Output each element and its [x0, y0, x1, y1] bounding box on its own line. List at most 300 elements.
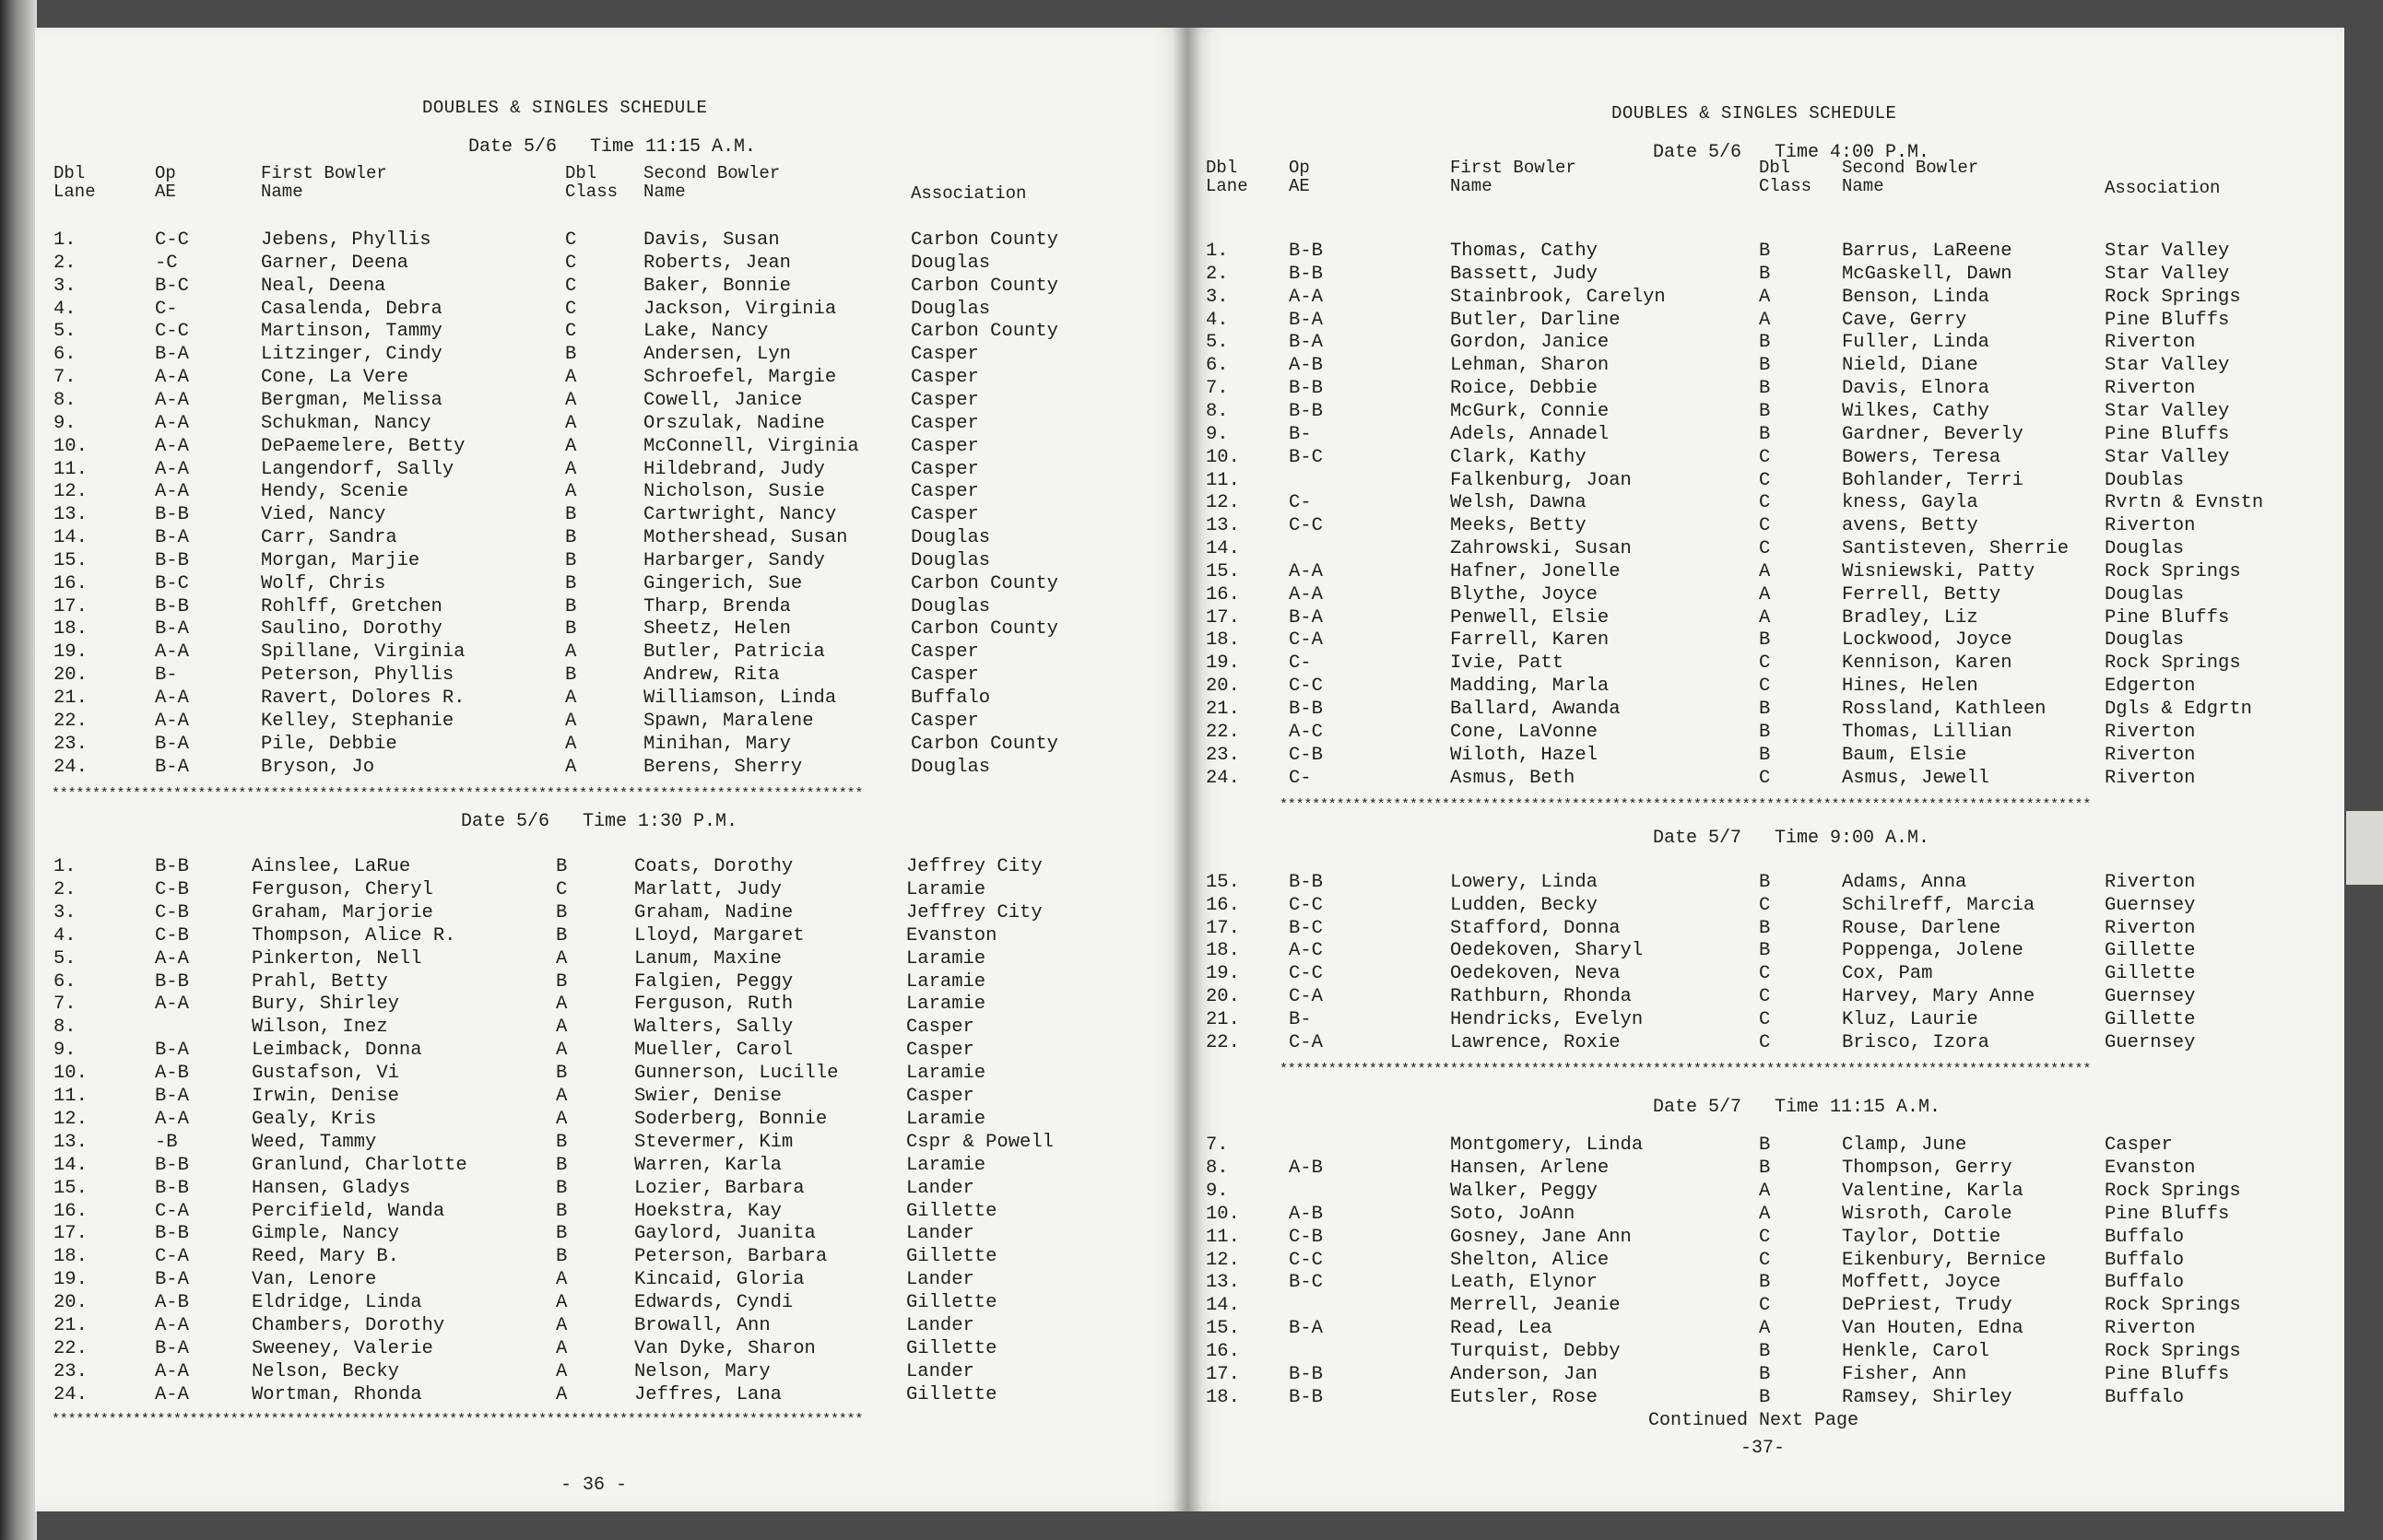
cell-lane: 22.	[1206, 1031, 1240, 1053]
page-number: -37-	[1740, 1438, 1786, 1459]
cell-second-bowler: Gunnerson, Lucille	[634, 1063, 839, 1085]
cell-op-ae: C-	[1289, 492, 1312, 514]
cell-first-bowler: Percifield, Wanda	[252, 1200, 445, 1222]
cell-association: Riverton	[2105, 917, 2196, 939]
cell-op-ae: C-A	[1289, 629, 1323, 652]
cell-first-bowler: Stainbrook, Carelyn	[1450, 286, 1666, 308]
cell-op-ae: C-	[1289, 767, 1312, 789]
cell-association: Casper	[911, 458, 979, 480]
cell-second-bowler: Valentine, Karla	[1842, 1180, 2023, 1202]
cell-association: Gillette	[906, 1200, 997, 1222]
cell-association: Douglas	[911, 527, 991, 549]
cell-lane: 24.	[53, 756, 88, 778]
cell-second-bowler: Edwards, Cyndi	[634, 1292, 794, 1314]
schedule-row	[35, 970, 1187, 993]
cell-op-ae: B-B	[155, 1154, 189, 1176]
cell-association: Douglas	[911, 595, 991, 617]
cell-dbl-class: C	[1759, 652, 1771, 675]
cell-op-ae: A-C	[1289, 721, 1323, 743]
cell-op-ae: B-B	[1289, 378, 1323, 400]
cell-association: Casper	[911, 367, 979, 389]
cell-dbl-class: A	[1759, 1203, 1771, 1225]
asterisk-separator: ****************************************************************************************************	[1280, 797, 2092, 813]
cell-dbl-class: B	[565, 664, 577, 687]
cell-association: Guernsey	[2105, 1031, 2196, 1053]
cell-lane: 10.	[53, 435, 88, 457]
schedule-row	[35, 298, 1187, 321]
cell-association: Laramie	[906, 1154, 986, 1176]
cell-lane: 12.	[53, 481, 88, 503]
cell-dbl-class: B	[1759, 1386, 1771, 1408]
cell-first-bowler: Ludden, Becky	[1450, 894, 1598, 916]
schedule-row	[1187, 652, 2344, 675]
asterisk-separator: ****************************************************************************************************	[52, 1412, 864, 1428]
cell-association: Riverton	[2105, 872, 2196, 893]
cell-association: Casper	[911, 504, 979, 526]
cell-dbl-class: A	[556, 1292, 568, 1314]
cell-dbl-class: C	[1759, 1031, 1771, 1053]
cell-op-ae: A-A	[1289, 583, 1323, 605]
cell-second-bowler: Thompson, Gerry	[1842, 1157, 2012, 1179]
cell-second-bowler: Schilreff, Marcia	[1842, 894, 2035, 916]
cell-association: Rock Springs	[2105, 1295, 2241, 1317]
cell-lane: 6.	[53, 970, 77, 993]
cell-association: Pine Bluffs	[2105, 606, 2230, 629]
cell-lane: 20.	[1206, 986, 1240, 1007]
cell-dbl-class: A	[556, 1086, 568, 1107]
cell-lane: 11.	[1206, 1226, 1240, 1248]
cell-association: Buffalo	[2105, 1249, 2185, 1271]
schedule-row	[1187, 962, 2344, 985]
header-lane: Dbl Lane	[1206, 158, 1248, 196]
cell-second-bowler: Berens, Sherry	[643, 756, 803, 778]
cell-first-bowler: Peterson, Phyllis	[261, 664, 454, 687]
cell-second-bowler: Mueller, Carol	[634, 1040, 794, 1062]
cell-lane: 5.	[53, 947, 77, 970]
session-date-time: Date 5/6 Time 4:00 P.M.	[1653, 142, 1930, 163]
session-date-time: Date 5/7 Time 11:15 A.M.	[1653, 1097, 1941, 1118]
cell-lane: 23.	[1206, 744, 1240, 766]
cell-first-bowler: Spillane, Virginia	[261, 641, 466, 664]
cell-dbl-class: B	[1759, 332, 1771, 354]
schedule-row	[1187, 675, 2344, 698]
cell-op-ae: A-B	[155, 1063, 189, 1085]
cell-op-ae: B-A	[155, 618, 189, 641]
cell-second-bowler: Hildebrand, Judy	[643, 458, 825, 480]
schedule-row	[1187, 1249, 2344, 1272]
cell-lane: 20.	[53, 1292, 88, 1314]
schedule-row	[1187, 871, 2344, 894]
cell-first-bowler: Madding, Marla	[1450, 676, 1610, 698]
cell-second-bowler: Soderberg, Bonnie	[634, 1108, 828, 1130]
cell-lane: 20.	[1206, 676, 1240, 698]
cell-second-bowler: Harvey, Mary Anne	[1842, 986, 2035, 1007]
cell-first-bowler: Montgomery, Linda	[1450, 1134, 1644, 1156]
cell-op-ae: B-A	[155, 1086, 189, 1107]
schedule-row	[1187, 629, 2344, 652]
cell-association: Casper	[911, 412, 979, 434]
cell-association: Douglas	[911, 756, 991, 778]
cell-association: Star Valley	[2105, 400, 2230, 422]
cell-second-bowler: McConnell, Virginia	[643, 435, 859, 457]
cell-op-ae: A-A	[1289, 286, 1323, 308]
cell-first-bowler: Morgan, Marjie	[261, 549, 420, 571]
cell-op-ae: A-B	[155, 1292, 189, 1314]
cell-dbl-class: A	[556, 947, 568, 970]
cell-association: Casper	[911, 481, 979, 503]
cell-op-ae: B-A	[155, 733, 189, 755]
cell-lane: 15.	[1206, 1318, 1240, 1340]
cell-second-bowler: Andrew, Rita	[643, 664, 780, 687]
cell-lane: 18.	[1206, 629, 1240, 652]
cell-lane: 8.	[53, 1017, 77, 1039]
cell-second-bowler: Asmus, Jewell	[1842, 767, 1989, 789]
cell-first-bowler: Walker, Peggy	[1450, 1180, 1598, 1202]
cell-first-bowler: Vied, Nancy	[261, 504, 386, 526]
cell-second-bowler: Ferrell, Betty	[1842, 583, 2001, 605]
cell-lane: 12.	[53, 1108, 88, 1130]
cell-second-bowler: Falgien, Peggy	[634, 970, 794, 993]
cell-lane: 14.	[53, 527, 88, 549]
cell-dbl-class: C	[1759, 1226, 1771, 1248]
schedule-row	[1187, 767, 2344, 790]
schedule-row	[35, 252, 1187, 275]
cell-association: Laramie	[906, 993, 986, 1016]
cell-second-bowler: kness, Gayla	[1842, 492, 1978, 514]
schedule-row	[35, 412, 1187, 435]
cell-association: Lander	[906, 1269, 974, 1291]
cell-dbl-class: A	[556, 1315, 568, 1336]
cell-association: Casper	[906, 1040, 974, 1062]
cell-first-bowler: Rathburn, Rhonda	[1450, 986, 1632, 1007]
header-op-ae: Op AE	[1289, 158, 1310, 196]
cell-second-bowler: Nelson, Mary	[634, 1360, 771, 1382]
cell-dbl-class: A	[556, 1383, 568, 1405]
cell-second-bowler: Gingerich, Sue	[643, 572, 803, 594]
cell-dbl-class: B	[565, 549, 577, 571]
cell-first-bowler: Falkenburg, Joan	[1450, 469, 1632, 491]
schedule-row	[35, 229, 1187, 252]
schedule-row	[35, 503, 1187, 526]
cell-association: Carbon County	[911, 572, 1058, 594]
cell-dbl-class: B	[1759, 423, 1771, 445]
cell-dbl-class: B	[565, 344, 577, 366]
cell-dbl-class: C	[1759, 446, 1771, 468]
cell-second-bowler: Cartwright, Nancy	[643, 504, 837, 526]
cell-association: Casper	[911, 641, 979, 664]
cell-dbl-class: B	[556, 1246, 568, 1268]
cell-second-bowler: Nicholson, Susie	[643, 481, 825, 503]
cell-first-bowler: Blythe, Joyce	[1450, 583, 1598, 605]
cell-dbl-class: B	[565, 572, 577, 594]
schedule-row	[1187, 1340, 2344, 1363]
cell-first-bowler: Thompson, Alice R.	[252, 924, 456, 946]
header-op-ae: Op AE	[155, 163, 176, 202]
schedule-row	[1187, 1180, 2344, 1203]
cell-dbl-class: B	[1759, 1157, 1771, 1179]
schedule-row	[35, 1291, 1187, 1314]
cell-lane: 18.	[1206, 1386, 1240, 1408]
schedule-row	[35, 687, 1187, 710]
cell-lane: 14.	[1206, 1295, 1240, 1317]
cell-association: Rock Springs	[2105, 560, 2241, 582]
cell-op-ae: C-B	[155, 924, 189, 946]
cell-association: Riverton	[2105, 744, 2196, 766]
cell-first-bowler: Shelton, Alice	[1450, 1249, 1610, 1271]
cell-dbl-class: B	[565, 618, 577, 641]
cell-second-bowler: Sheetz, Helen	[643, 618, 791, 641]
cell-second-bowler: Cox, Pam	[1842, 963, 1933, 985]
cell-dbl-class: C	[565, 252, 577, 274]
cell-op-ae: A-A	[155, 641, 189, 664]
cell-lane: 1.	[53, 856, 77, 877]
cell-first-bowler: Clark, Kathy	[1450, 446, 1587, 468]
cell-second-bowler: Schroefel, Margie	[643, 367, 837, 389]
cell-first-bowler: Farrell, Karen	[1450, 629, 1610, 652]
cell-first-bowler: Wolf, Chris	[261, 572, 386, 594]
cell-dbl-class: B	[556, 1131, 568, 1153]
cell-op-ae: B-B	[1289, 1364, 1323, 1385]
cell-lane: 19.	[53, 641, 88, 664]
schedule-row	[35, 366, 1187, 389]
schedule-row	[1187, 354, 2344, 377]
cell-dbl-class: A	[556, 1017, 568, 1039]
schedule-row	[35, 878, 1187, 901]
schedule-row	[35, 1245, 1187, 1268]
cell-dbl-class: C	[1759, 492, 1771, 514]
schedule-row	[1187, 400, 2344, 423]
cell-association: Cspr & Powell	[906, 1131, 1054, 1153]
cell-lane: 13.	[53, 504, 88, 526]
cell-second-bowler: Andersen, Lyn	[643, 344, 791, 366]
schedule-row	[1187, 469, 2344, 492]
cell-first-bowler: Hendricks, Evelyn	[1450, 1008, 1644, 1030]
cell-first-bowler: Oedekoven, Sharyl	[1450, 940, 1644, 962]
schedule-row	[1187, 583, 2344, 606]
schedule-row	[35, 1200, 1187, 1223]
cell-first-bowler: Meeks, Betty	[1450, 515, 1587, 537]
cell-lane: 9.	[1206, 423, 1229, 445]
cell-second-bowler: Ramsey, Shirley	[1842, 1386, 2012, 1408]
cell-association: Jeffrey City	[906, 901, 1043, 923]
cell-lane: 19.	[1206, 963, 1240, 985]
cell-op-ae: B-C	[1289, 917, 1323, 939]
cell-first-bowler: Langendorf, Sally	[261, 458, 454, 480]
cell-association: Star Valley	[2105, 446, 2230, 468]
cell-second-bowler: Wilkes, Cathy	[1842, 400, 1989, 422]
cell-first-bowler: Nelson, Becky	[252, 1360, 399, 1382]
cell-first-bowler: Gealy, Kris	[252, 1108, 377, 1130]
header-dbl-class: Dbl Class	[1759, 158, 1812, 196]
cell-first-bowler: Kelley, Stephanie	[261, 710, 454, 732]
cell-association: Riverton	[2105, 1318, 2196, 1340]
cell-op-ae: A-A	[155, 367, 189, 389]
cell-second-bowler: Hines, Helen	[1842, 676, 1978, 698]
cell-second-bowler: DePriest, Trudy	[1842, 1295, 2012, 1317]
schedule-row	[35, 549, 1187, 572]
cell-association: Carbon County	[911, 733, 1058, 755]
cell-second-bowler: Jackson, Virginia	[643, 298, 837, 320]
schedule-row	[1187, 917, 2344, 940]
cell-dbl-class: B	[556, 1223, 568, 1245]
cell-second-bowler: Cowell, Janice	[643, 389, 803, 411]
cell-dbl-class: A	[565, 756, 577, 778]
cell-association: Gillette	[2105, 1008, 2196, 1030]
cell-first-bowler: Bury, Shirley	[252, 993, 399, 1016]
schedule-row	[1187, 1226, 2344, 1249]
cell-first-bowler: Cone, LaVonne	[1450, 721, 1598, 743]
cell-association: Rock Springs	[2105, 1341, 2241, 1363]
cell-dbl-class: A	[556, 993, 568, 1016]
cell-second-bowler: Santisteven, Sherrie	[1842, 538, 2070, 560]
cell-dbl-class: A	[556, 1360, 568, 1382]
cell-lane: 17.	[53, 1223, 88, 1245]
cell-association: Buffalo	[2105, 1386, 2185, 1408]
cell-association: Buffalo	[2105, 1272, 2185, 1294]
cell-dbl-class: C	[565, 298, 577, 320]
cell-second-bowler: Walters, Sally	[634, 1017, 794, 1039]
schedule-row	[35, 480, 1187, 503]
cell-lane: 17.	[1206, 1364, 1240, 1385]
header-second-bowler: Second Bowler Name	[643, 163, 781, 202]
cell-lane: 7.	[53, 367, 77, 389]
cell-op-ae: B-A	[155, 1337, 189, 1359]
cell-op-ae: A-B	[1289, 1157, 1323, 1179]
cell-op-ae: A-A	[155, 993, 189, 1016]
cell-second-bowler: Davis, Elnora	[1842, 378, 1989, 400]
cell-lane: 16.	[53, 1200, 88, 1222]
cell-second-bowler: Poppenga, Jolene	[1842, 940, 2023, 962]
cell-association: Riverton	[2105, 332, 2196, 354]
cell-second-bowler: Butler, Patricia	[643, 641, 825, 664]
cell-first-bowler: Hafner, Jonelle	[1450, 560, 1621, 582]
cell-association: Pine Bluffs	[2105, 309, 2230, 331]
cell-dbl-class: B	[1759, 1134, 1771, 1156]
cell-dbl-class: C	[1759, 1295, 1771, 1317]
cell-first-bowler: Weed, Tammy	[252, 1131, 377, 1153]
schedule-row	[35, 1314, 1187, 1337]
cell-second-bowler: Lockwood, Joyce	[1842, 629, 2012, 652]
cell-second-bowler: Nield, Diane	[1842, 355, 1978, 377]
cell-lane: 22.	[53, 710, 88, 732]
cell-first-bowler: Leimback, Donna	[252, 1040, 422, 1062]
cell-op-ae: C-B	[1289, 744, 1323, 766]
cell-dbl-class: A	[556, 1337, 568, 1359]
cell-dbl-class: C	[1759, 1249, 1771, 1271]
cell-association: Guernsey	[2105, 894, 2196, 916]
schedule-row	[1187, 331, 2344, 354]
cell-dbl-class: C	[565, 229, 577, 251]
cell-second-bowler: Moffett, Joyce	[1842, 1272, 2001, 1294]
schedule-row	[1187, 894, 2344, 917]
cell-second-bowler: Fisher, Ann	[1842, 1364, 1967, 1385]
schedule-row	[35, 855, 1187, 878]
cell-lane: 15.	[53, 1177, 88, 1199]
cell-second-bowler: Kincaid, Gloria	[634, 1269, 805, 1291]
cell-association: Gillette	[2105, 963, 2196, 985]
cell-lane: 17.	[1206, 606, 1240, 629]
cell-lane: 10.	[1206, 1203, 1240, 1225]
cell-lane: 8.	[53, 389, 77, 411]
cell-op-ae: B-B	[1289, 400, 1323, 422]
schedule-row	[1187, 606, 2344, 629]
asterisk-separator: ****************************************************************************************************	[1280, 1062, 2092, 1077]
cell-second-bowler: Van Dyke, Sharon	[634, 1337, 816, 1359]
cell-first-bowler: Oedekoven, Neva	[1450, 963, 1621, 985]
cell-dbl-class: C	[1759, 1008, 1771, 1030]
cell-first-bowler: Rohlff, Gretchen	[261, 595, 442, 617]
cell-second-bowler: Clamp, June	[1842, 1134, 1967, 1156]
cell-second-bowler: Rouse, Darlene	[1842, 917, 2001, 939]
cell-association: Star Valley	[2105, 263, 2230, 285]
cell-first-bowler: Read, Lea	[1450, 1318, 1552, 1340]
cell-dbl-class: A	[565, 710, 577, 732]
cell-dbl-class: A	[1759, 583, 1771, 605]
cell-second-bowler: Baum, Elsie	[1842, 744, 1967, 766]
schedule-row	[35, 901, 1187, 924]
cell-dbl-class: C	[1759, 767, 1771, 789]
cell-dbl-class: C	[565, 275, 577, 297]
cell-first-bowler: Reed, Mary B.	[252, 1246, 399, 1268]
cell-association: Douglas	[2105, 538, 2185, 560]
cell-association: Gillette	[906, 1246, 997, 1268]
cell-first-bowler: McGurk, Connie	[1450, 400, 1610, 422]
cell-lane: 19.	[53, 1269, 88, 1291]
schedule-row	[35, 1062, 1187, 1085]
cell-association: Casper	[911, 435, 979, 457]
cell-first-bowler: DePaemelere, Betty	[261, 435, 466, 457]
cell-first-bowler: Sweeney, Valerie	[252, 1337, 433, 1359]
cell-op-ae: B-C	[155, 275, 189, 297]
cell-association: Casper	[911, 710, 979, 732]
cell-lane: 21.	[1206, 699, 1240, 720]
cell-association: Pine Bluffs	[2105, 423, 2230, 445]
cell-second-bowler: Tharp, Brenda	[643, 595, 791, 617]
continued-note: Continued Next Page	[1648, 1410, 1859, 1431]
schedule-row	[35, 947, 1187, 970]
schedule-row	[35, 595, 1187, 618]
cell-association: Casper	[911, 664, 979, 687]
cell-association: Carbon County	[911, 229, 1058, 251]
header-second-bowler: Second Bowler Name	[1842, 158, 1979, 196]
cell-op-ae: A-A	[155, 1360, 189, 1382]
schedule-row	[35, 733, 1187, 756]
cell-lane: 17.	[53, 595, 88, 617]
cell-op-ae: C-C	[1289, 894, 1323, 916]
schedule-row	[1187, 1294, 2344, 1317]
cell-op-ae: C-B	[155, 901, 189, 923]
cell-lane: 21.	[1206, 1008, 1240, 1030]
schedule-row	[35, 641, 1187, 664]
cell-association: Jeffrey City	[906, 856, 1043, 877]
cell-association: Evanston	[2105, 1157, 2196, 1179]
cell-first-bowler: Bryson, Jo	[261, 756, 375, 778]
cell-dbl-class: B	[1759, 355, 1771, 377]
header-association: Association	[2105, 178, 2221, 198]
cell-op-ae: C-	[155, 298, 178, 320]
schedule-row	[1187, 263, 2344, 286]
header-first-bowler: First Bowler Name	[261, 163, 387, 202]
cell-dbl-class: A	[565, 389, 577, 411]
cell-lane: 16.	[1206, 583, 1240, 605]
cell-lane: 18.	[1206, 940, 1240, 962]
cell-first-bowler: Adels, Annadel	[1450, 423, 1610, 445]
cell-op-ae: A-B	[1289, 1203, 1323, 1225]
cell-association: Riverton	[2105, 767, 2196, 789]
cell-lane: 24.	[1206, 767, 1240, 789]
cell-op-ae: C-B	[155, 878, 189, 900]
cell-lane: 18.	[53, 1246, 88, 1268]
